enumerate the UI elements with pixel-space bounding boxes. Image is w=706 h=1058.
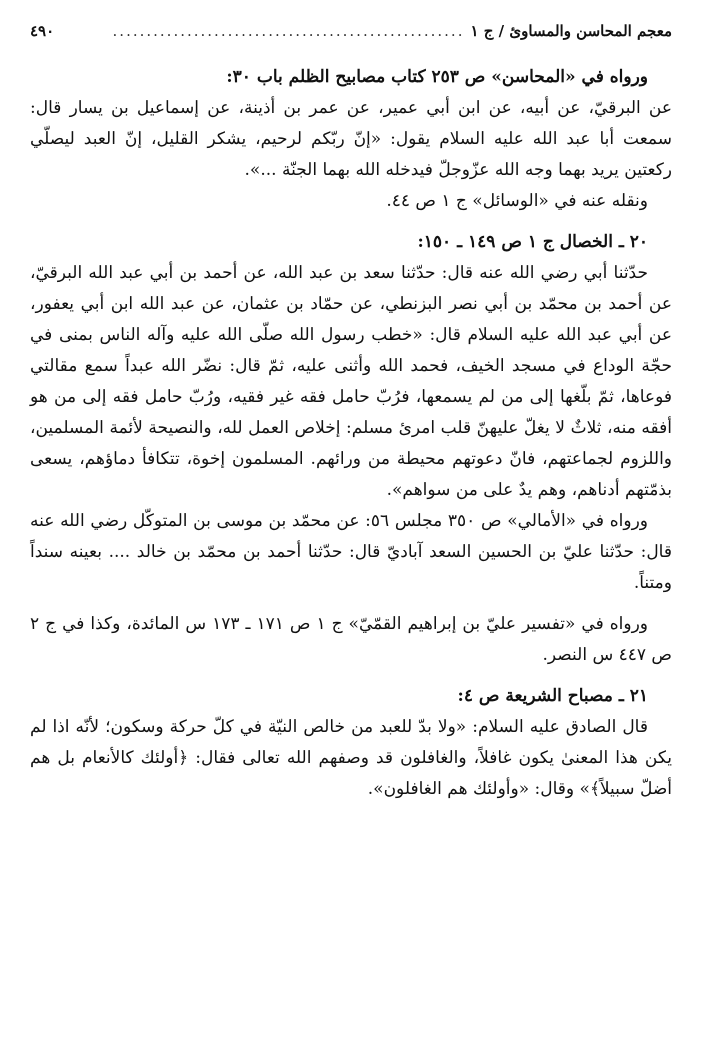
paragraph: حدّثنا أبي رضي الله عنه قال: حدّثنا سعد بن عبد الله، عن أحمد بن أبي عبد الله البرقيّ، عن أحمد بن محمّد بن أبي نصر البزنطي، عن حمّاد بن عثمان، عن عبد الله ابن أبي يعفور، عن أبي عبد الله عليه السلام قال: «خطب رسول الله صلّى الله عليه وآله الناس بمنى في حجّة الوداع في مسجد الخيف، فحمد الله وأثنى عليه، ثمّ قال: نضّر الله عبداً سمع مقالتي فوعاها، ثمّ بلّغها إلى من لم يسمعها، فرُبّ حامل فقه غير فقيه، ورُبّ حامل فقه إلى من هو أفقه منه، ثلاثٌ لا يغلّ عليهنّ قلب امرئ مسلم: إخلاص العمل لله، والنصيحة لأئمة المسلمين، واللزوم لجماعتهم، فانّ دعوتهم محيطة من ورائهم. المسلمون إخوة، تتكافأ دماؤهم، يسعى بذمّتهم أدناهم، وهم يدٌ على من سواهم». <box>30 263 672 500</box>
page-number: ٤٩٠ <box>30 22 55 40</box>
header-leader-dots: .................................................... <box>112 22 465 40</box>
paragraph-heading: ٢١ ـ مصباح الشريعة ص ٤: <box>457 686 648 706</box>
header-title: معجم المحاسن والمساوئ / ج ١ <box>470 22 672 40</box>
page-body <box>30 62 672 805</box>
paragraph: ونقله عنه في «الوسائل» ج ١ ص ٤٤. <box>386 191 648 211</box>
paragraph: ورواه في «تفسير عليّ بن إبراهيم القمّيّ» ج ١ ص ١٧١ ـ ١٧٣ س المائدة، وكذا في ج ٢ ص ٤٤٧ س النصر. <box>30 614 672 665</box>
paragraph: عن البرقيّ، عن أبيه، عن ابن أبي عمير، عن عمر بن أذينة، عن إسماعيل بن يسار قال: سمعت أبا عبد الله عليه السلام يقول: «إنّ ربّكم لرحيم، يشكر القليل، إنّ العبد ليصلّي ركعتين يريد بهما وجه الله عزّوجلّ فيدخله الله بهما الجنّة ...». <box>30 98 672 180</box>
paragraph-heading: ٢٠ ـ الخصال ج ١ ص ١٤٩ ـ ١٥٠: <box>417 232 648 252</box>
paragraph: ورواه في «الأمالي» ص ٣٥٠ مجلس ٥٦: عن محمّد بن موسى بن المتوكّل رضي الله عنه قال: حدّثنا عليّ بن الحسين السعد آباديّ قال: حدّثنا أحمد بن محمّد بن خالد .... بعينه سنداً ومتناً. <box>30 511 672 593</box>
running-header <box>30 18 672 48</box>
paragraph: قال الصادق عليه السلام: «ولا بدّ للعبد من خالص النيّة في كلّ حركة وسكون؛ لأنّه اذا لم يكن هذا المعنىٰ يكون غافلاً، والغافلون قد وصفهم الله تعالى فقال: ﴿أولئك كالأنعام بل هم أضلّ سبيلاً﴾» وقال: «وأولئك هم الغافلون». <box>30 717 672 799</box>
paragraph-heading: ورواه في «المحاسن» ص ٢٥٣ كتاب مصابيح الظلم باب ٣٠: <box>226 67 648 87</box>
